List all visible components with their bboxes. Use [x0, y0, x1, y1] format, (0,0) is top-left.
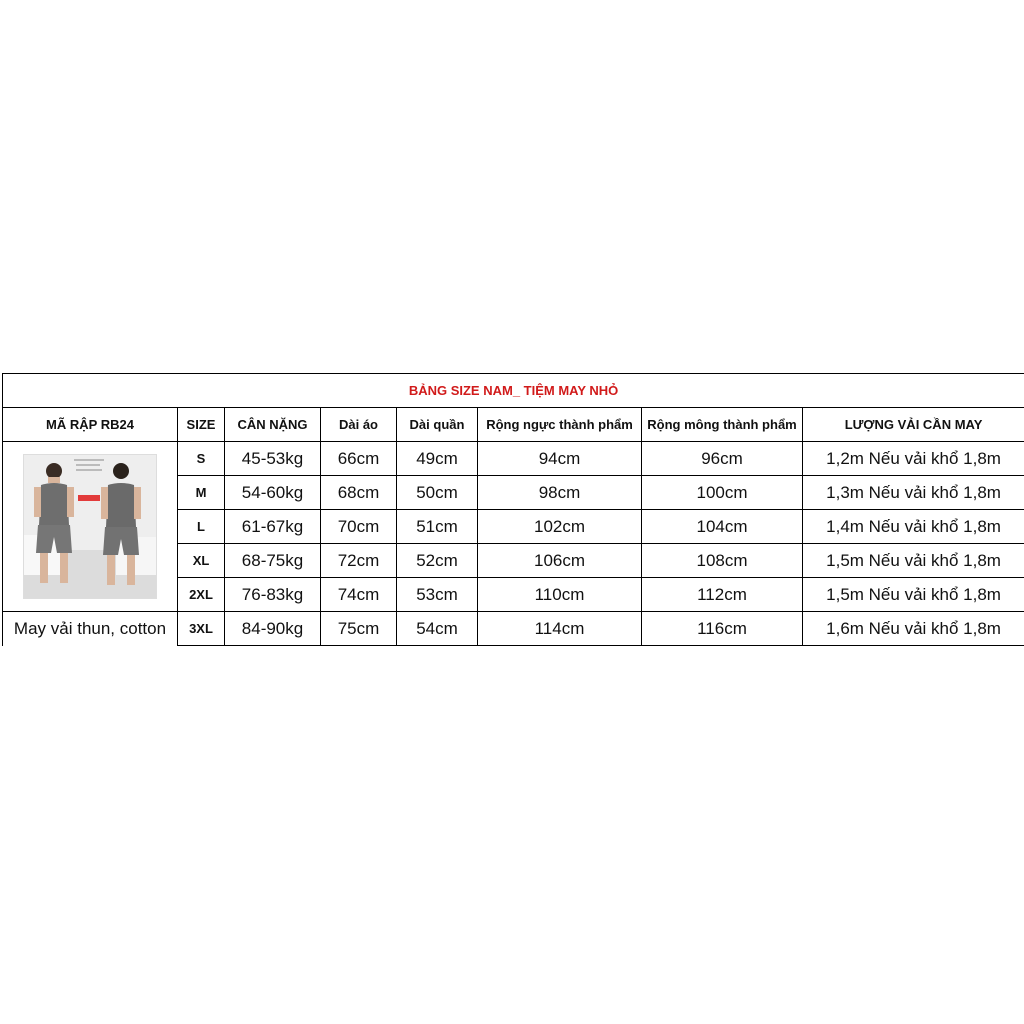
hip-cell: 108cm — [642, 544, 803, 578]
pants-length-cell: 49cm — [397, 442, 478, 476]
hip-cell: 100cm — [642, 476, 803, 510]
table-row — [3, 442, 1024, 476]
header-row — [3, 408, 1024, 442]
chest-cell: 110cm — [478, 578, 642, 612]
table-title: BẢNG SIZE NAM_ TIỆM MAY NHỎ — [3, 374, 1024, 408]
header-shirt-length: Dài áo — [321, 408, 397, 442]
chest-cell: 94cm — [478, 442, 642, 476]
shirt-length-cell: 68cm — [321, 476, 397, 510]
hip-cell: 96cm — [642, 442, 803, 476]
shirt-length-cell: 70cm — [321, 510, 397, 544]
chest-cell: 114cm — [478, 612, 642, 646]
header-fabric: LƯỢNG VẢI CẦN MAY — [803, 408, 1024, 442]
fabric-cell: 1,5m Nếu vải khổ 1,8m — [803, 578, 1024, 612]
weight-cell: 45-53kg — [225, 442, 321, 476]
shirt-length-cell: 75cm — [321, 612, 397, 646]
table-row — [3, 612, 1024, 646]
header-pattern-code: MÃ RẬP RB24 — [3, 408, 178, 442]
pants-length-cell: 54cm — [397, 612, 478, 646]
size-cell: 2XL — [178, 578, 225, 612]
fabric-cell: 1,5m Nếu vải khổ 1,8m — [803, 544, 1024, 578]
size-cell: 3XL — [178, 612, 225, 646]
material-note: May vải thun, cotton — [3, 612, 178, 646]
pants-length-cell: 50cm — [397, 476, 478, 510]
header-pants-length: Dài quần — [397, 408, 478, 442]
pants-length-cell: 52cm — [397, 544, 478, 578]
fabric-cell: 1,3m Nếu vải khổ 1,8m — [803, 476, 1024, 510]
shirt-length-cell: 74cm — [321, 578, 397, 612]
chest-cell: 102cm — [478, 510, 642, 544]
header-weight: CÂN NẶNG — [225, 408, 321, 442]
fabric-cell: 1,4m Nếu vải khổ 1,8m — [803, 510, 1024, 544]
chest-cell: 98cm — [478, 476, 642, 510]
weight-cell: 68-75kg — [225, 544, 321, 578]
size-table — [2, 373, 1024, 646]
hip-cell: 112cm — [642, 578, 803, 612]
header-hip: Rộng mông thành phẩm — [642, 408, 803, 442]
pants-length-cell: 51cm — [397, 510, 478, 544]
fabric-cell: 1,6m Nếu vải khổ 1,8m — [803, 612, 1024, 646]
weight-cell: 76-83kg — [225, 578, 321, 612]
weight-cell: 84-90kg — [225, 612, 321, 646]
weight-cell: 54-60kg — [225, 476, 321, 510]
fabric-cell: 1,2m Nếu vải khổ 1,8m — [803, 442, 1024, 476]
chest-cell: 106cm — [478, 544, 642, 578]
product-photo-cell — [3, 442, 178, 612]
weight-cell: 61-67kg — [225, 510, 321, 544]
product-photo — [23, 454, 157, 599]
shirt-length-cell: 72cm — [321, 544, 397, 578]
header-chest: Rộng ngực thành phẩm — [478, 408, 642, 442]
shirt-length-cell: 66cm — [321, 442, 397, 476]
size-cell: S — [178, 442, 225, 476]
title-row — [3, 374, 1024, 408]
pants-length-cell: 53cm — [397, 578, 478, 612]
hip-cell: 116cm — [642, 612, 803, 646]
size-cell: M — [178, 476, 225, 510]
size-cell: L — [178, 510, 225, 544]
size-cell: XL — [178, 544, 225, 578]
size-chart-sheet — [2, 373, 1024, 649]
hip-cell: 104cm — [642, 510, 803, 544]
header-size: SIZE — [178, 408, 225, 442]
